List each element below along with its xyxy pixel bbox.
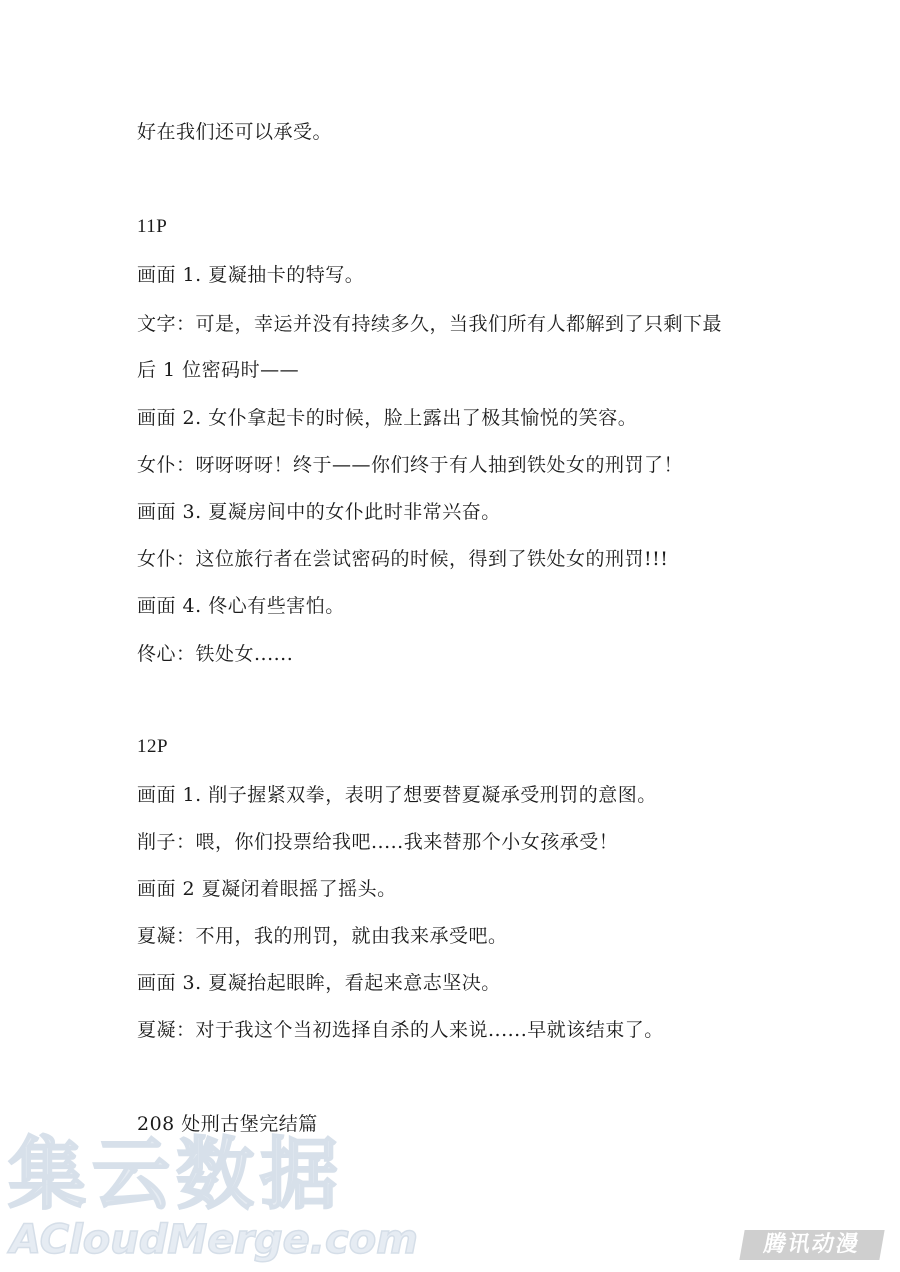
- watermark-chinese: 集云数据: [8, 1130, 345, 1220]
- text-line: 佟心：铁处女......: [137, 643, 294, 665]
- text-line: 削子：喂，你们投票给我吧.....我来替那个小女孩承受！: [137, 831, 619, 853]
- text-line: 女仆：这位旅行者在尝试密码的时候，得到了铁处女的刑罚!!!: [137, 548, 669, 570]
- text-line: 夏凝：对于我这个当初选择自杀的人来说......早就该结束了。: [137, 1019, 664, 1041]
- watermark-english: ACloudMerge.com: [10, 1217, 418, 1263]
- text-line: 画面 3. 夏凝抬起眼眸，看起来意志坚决。: [137, 972, 501, 994]
- chapter-title: 208 处刑古堡完结篇: [137, 1113, 318, 1135]
- tencent-comics-logo: 腾讯动漫: [739, 1230, 884, 1260]
- text-line: 文字：可是，幸运并没有持续多久，当我们所有人都解到了只剩下最: [137, 313, 723, 335]
- text-line: 后 1 位密码时——: [137, 359, 300, 381]
- text-line: 女仆：呀呀呀呀！终于——你们终于有人抽到铁处女的刑罚了！: [137, 454, 684, 476]
- text-line: 画面 1. 夏凝抽卡的特写。: [137, 264, 365, 286]
- text-line: 夏凝：不用，我的刑罚，就由我来承受吧。: [137, 925, 508, 947]
- page-heading-11p: 11P: [137, 216, 168, 237]
- text-line: 画面 2. 女仆拿起卡的时候，脸上露出了极其愉悦的笑容。: [137, 407, 638, 429]
- text-line: 画面 3. 夏凝房间中的女仆此时非常兴奋。: [137, 501, 501, 523]
- text-line: 画面 2 夏凝闭着眼摇了摇头。: [137, 878, 397, 900]
- text-line: 画面 4. 佟心有些害怕。: [137, 595, 345, 617]
- text-line: 画面 1. 削子握紧双拳，表明了想要替夏凝承受刑罚的意图。: [137, 784, 657, 806]
- page-heading-12p: 12P: [137, 736, 169, 757]
- text-line: 好在我们还可以承受。: [137, 121, 333, 143]
